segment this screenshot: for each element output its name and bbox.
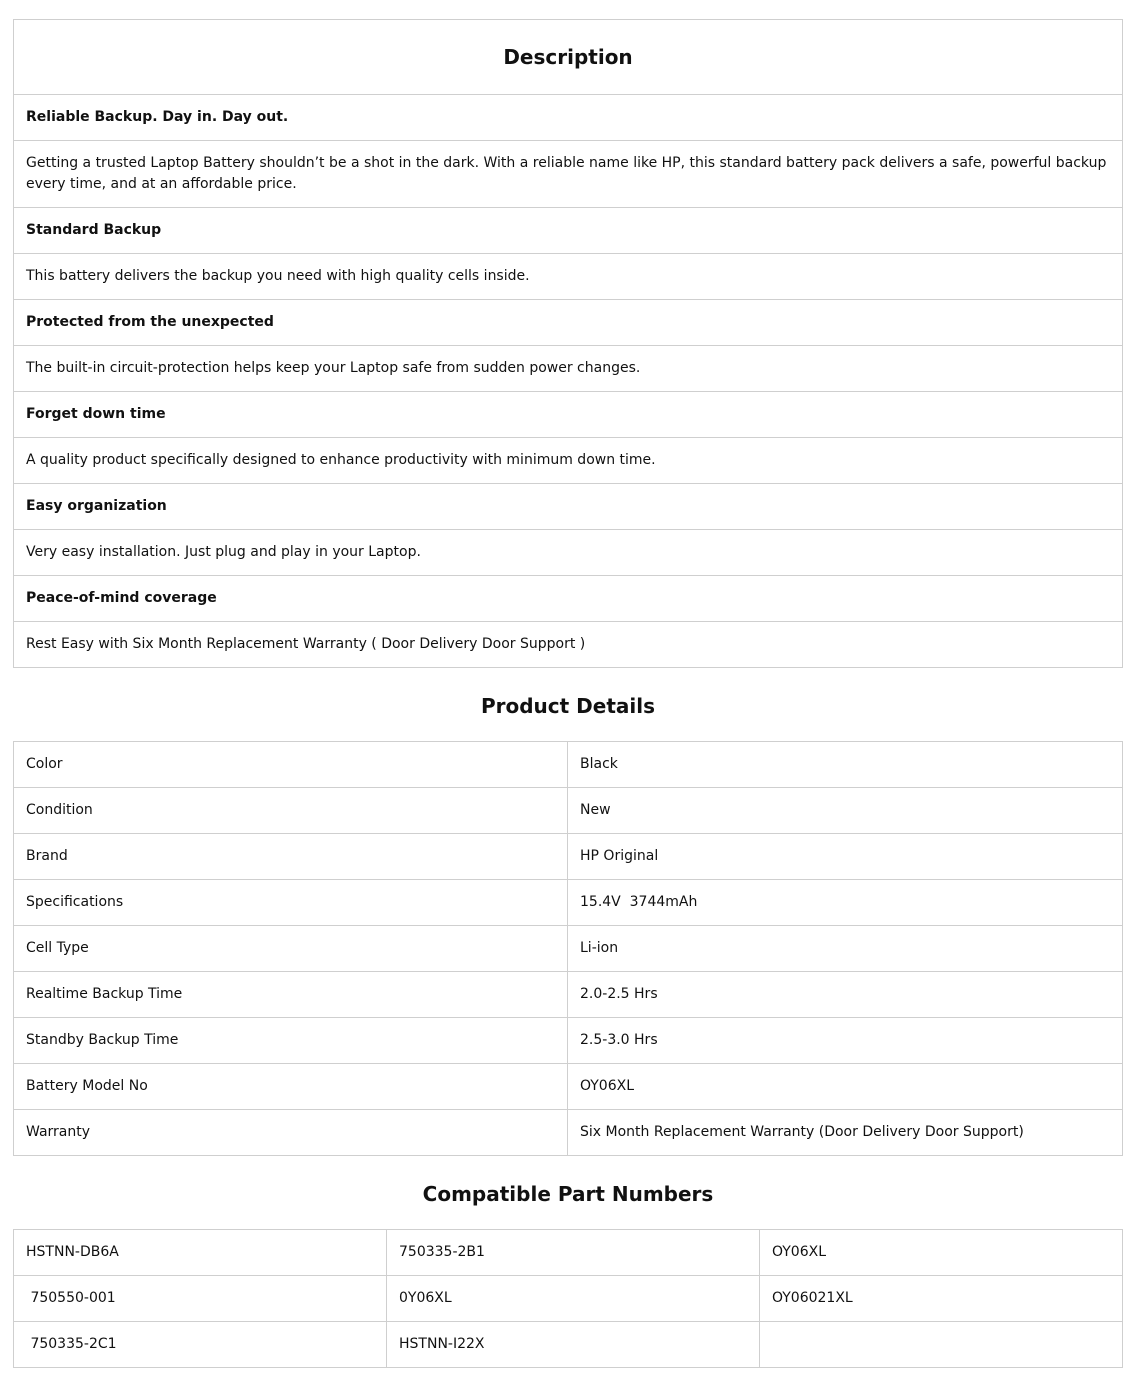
description-text-row [14, 141, 1123, 208]
description-heading: Peace-of-mind coverage [14, 576, 1123, 622]
part-number: 750550-001 [14, 1276, 387, 1322]
detail-row [14, 742, 1123, 788]
detail-row [14, 1064, 1123, 1110]
description-heading: Forget down time [14, 392, 1123, 438]
detail-label: Condition [14, 788, 568, 834]
description-heading-row [14, 95, 1123, 141]
description-heading: Easy organization [14, 484, 1123, 530]
part-number: HSTNN-I22X [387, 1322, 760, 1368]
part-number: 750335-2C1 [14, 1322, 387, 1368]
detail-row [14, 1018, 1123, 1064]
description-text: This battery delivers the backup you need with high quality cells inside. [14, 254, 1123, 300]
part-number: OY06XL [760, 1230, 1123, 1276]
description-text: A quality product specifically designed to enhance productivity with minimum down time. [14, 438, 1123, 484]
detail-label: Color [14, 742, 568, 788]
detail-value: HP Original [568, 834, 1123, 880]
description-title: Description [14, 20, 1123, 95]
description-heading-row [14, 576, 1123, 622]
part-number: OY06021XL [760, 1276, 1123, 1322]
description-text-row [14, 346, 1123, 392]
product-details-title: Product Details [480, 694, 656, 718]
description-heading: Protected from the unexpected [14, 300, 1123, 346]
description-header-row [14, 20, 1123, 95]
description-heading-row [14, 208, 1123, 254]
product-details-table [13, 741, 1123, 1156]
empty-cell [760, 1322, 1123, 1368]
description-heading: Standard Backup [14, 208, 1123, 254]
description-text: Rest Easy with Six Month Replacement Warranty ( Door Delivery Door Support ) [14, 622, 1123, 668]
detail-row [14, 926, 1123, 972]
description-heading-row [14, 484, 1123, 530]
detail-value: 2.5-3.0 Hrs [568, 1018, 1123, 1064]
description-text: Getting a trusted Laptop Battery shouldn’t be a shot in the dark. With a reliable name like HP, this standard battery pack delivers a safe, powerful backup every time, and at an affordable price. [14, 141, 1123, 208]
description-text: Very easy installation. Just plug and play in your Laptop. [14, 530, 1123, 576]
description-text-row [14, 438, 1123, 484]
detail-value: Black [568, 742, 1123, 788]
detail-row [14, 972, 1123, 1018]
description-text: The built-in circuit-protection helps keep your Laptop safe from sudden power changes. [14, 346, 1123, 392]
description-heading: Reliable Backup. Day in. Day out. [14, 95, 1123, 141]
detail-row [14, 880, 1123, 926]
compatible-parts-title: Compatible Part Numbers [422, 1182, 714, 1206]
description-text-row [14, 622, 1123, 668]
description-text-row [14, 530, 1123, 576]
description-heading-row [14, 300, 1123, 346]
detail-value: New [568, 788, 1123, 834]
parts-row [14, 1230, 1123, 1276]
detail-label: Realtime Backup Time [14, 972, 568, 1018]
detail-row [14, 1110, 1123, 1156]
detail-label: Specifications [14, 880, 568, 926]
description-heading-row [14, 392, 1123, 438]
detail-label: Standby Backup Time [14, 1018, 568, 1064]
compatible-parts-table [13, 1229, 1123, 1368]
detail-label: Cell Type [14, 926, 568, 972]
detail-value: OY06XL [568, 1064, 1123, 1110]
part-number: 750335-2B1 [387, 1230, 760, 1276]
detail-label: Brand [14, 834, 568, 880]
part-number: 0Y06XL [387, 1276, 760, 1322]
detail-label: Battery Model No [14, 1064, 568, 1110]
parts-row [14, 1276, 1123, 1322]
part-number: HSTNN-DB6A [14, 1230, 387, 1276]
detail-value: 2.0-2.5 Hrs [568, 972, 1123, 1018]
detail-row [14, 788, 1123, 834]
detail-value: 15.4V 3744mAh [568, 880, 1123, 926]
detail-label: Warranty [14, 1110, 568, 1156]
detail-value: Six Month Replacement Warranty (Door Delivery Door Support) [568, 1110, 1123, 1156]
description-text-row [14, 254, 1123, 300]
description-table [13, 19, 1123, 668]
parts-row [14, 1322, 1123, 1368]
detail-value: Li-ion [568, 926, 1123, 972]
detail-row [14, 834, 1123, 880]
